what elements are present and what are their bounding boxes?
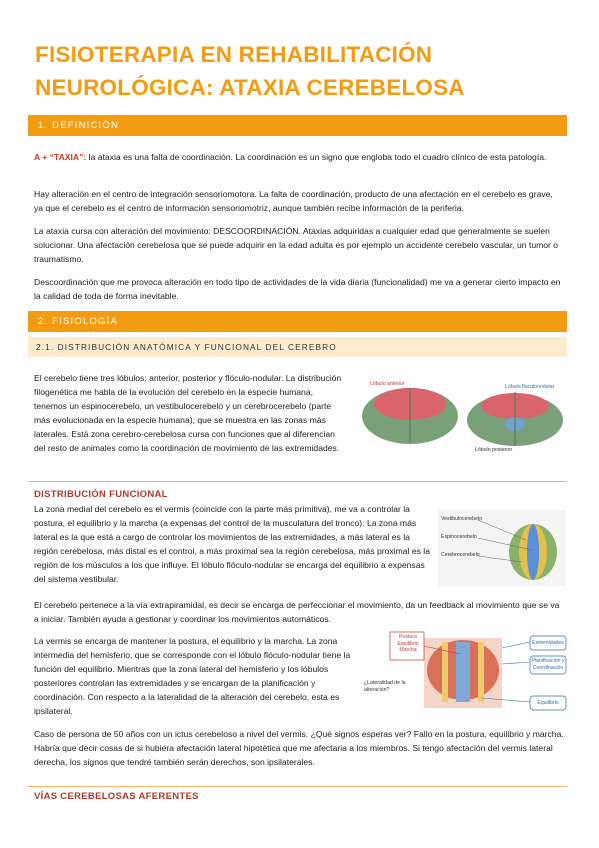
heading-vias-cerebelosas-aferentes: VÍAS CEREBELOSAS AFERENTES	[34, 791, 199, 802]
label-lobulo-floculonodular: Lóbulo floculonodular	[505, 384, 555, 390]
label-espinocerebelo: Espinocerebelo	[441, 534, 477, 540]
label-postura-equilibrio-marcha: Postura Equilibrio Marcha	[397, 634, 419, 653]
definicion-paragraph-2: Hay alteración en el centro de integración sensoriomotora. La falta de coordinación, producto de una afectación en el cerebelo es grave, ya que el cerebelo es el centro de información sensoriomotriz, aunque también recibe información de la periferia.	[34, 189, 553, 213]
label-cerebrocerebelo: Cerebrocerebelo	[441, 552, 480, 558]
section-header-definicion: 1. DEFINICIÓN	[28, 115, 567, 136]
label-equilibrio: Equilibrio	[537, 700, 559, 706]
section-header-fisiologia: 2. FISIOLOGÍA	[28, 311, 567, 332]
distribucion-paragraph-4: Caso de persona de 50 años con un ictus cerebeloso a nivel del vermis. ¿Qué signos esperas ver? Fallo en la postura, equilibrio y marcha. Habría que decir cosas de si hubiera afectación lateral hipotética que me afectaria a los miembros. Si tengo afectación del vermis lateral derecha, los signos que tendré también serán derechos, son ipsilaterales.	[34, 729, 564, 767]
distribucion-paragraph-3: La vermis se encarga de mantener la postura, el equilibrio y la marcha. La zona intermedia del hemisferio, que se corresponde con el lóbulo flóculo-nodular tiene la función del equilibrio. Mientras que la zona lateral del hemisferio y los lóbulos posteriores controlan las extremidades y se encargan de la planificación y coordinación. Con respecto a la lateralidad de la alteración del cerebelo, esta es ipsilateral.	[34, 636, 351, 716]
label-extremidades: Extremidades	[532, 640, 564, 646]
fisiologia-paragraph-1: El cerebelo tiene tres lóbulos: anterior, posterior y flóculo-nodular. La distribución filogenética me habla de la evolución del cerebelo en la especie humana, tenemos un espinocerebelo, un vestibulocerebelo y un cerebrocerebelo (parte más evolucionada en la especie humana), que se muestra en las zonas más laterales. Está zona cerebro-cerebelosa cursa con funciones que al diferencian del resto de animales como la coordinación de movimiento de las extremidades.	[34, 373, 342, 453]
label-lobulo-posterior: Lóbulo posterior	[475, 447, 513, 453]
subsection-header-distribucion: 2.1. DISTRIBUCIÓN ANATÓMICA Y FUNCIONAL DEL CEREBRO	[28, 337, 567, 357]
distribucion-paragraph-1: La zona medial del cerebelo es el vermis (coincide con la parte más primitiva), me va a controlar la postura, el equilibrio y la marcha (a expensas del control de la musculatura del tronco). La zona más lateral es la que está a cargo de controlar los movimientos de las extremidades, a más lateral es la región cerebelosa, más distal es el control, a más proximal sea la región cerebelosa, más proximal es la región de los músculos a los que influye. El lóbulo flóculo-nodular se encarga del equilibrio a expensas del sistema vestibular.	[34, 504, 430, 584]
label-lateralidad: ¿Lateralidad de la alteración?	[364, 680, 406, 693]
definicion-paragraph-1: A + “TAXIA”: la ataxia es una falta de coordinación. La coordinación es un signo que engloba todo el cuadro clínico de esta patología.	[34, 152, 547, 162]
distribucion-paragraph-2: El cerebelo pertenece a la vía extrapiramidal, es decir se encarga de perfeccionar el movimiento, da un feedback al movimiento que se va a iniciar. También ayuda a gestionar y coordinar los movimientos automáticos.	[34, 600, 560, 624]
label-lobulo-anterior: Lóbulo anterior	[370, 381, 405, 387]
divider	[28, 786, 567, 787]
definicion-paragraph-3: La ataxia cursa con alteración del movimiento: DESCOORDINACIÓN. Ataxias adquiridas a cualquier edad que generalmente se suelen solucionar. Una afectación cerebelosa que se puede adquirir en la edad adulta es por ejemplo un accidente cerebelo vascular, un tumor o traumatismo.	[34, 226, 559, 264]
title-line-2: NEUROLÓGICA: ATAXIA CEREBELOSA	[35, 75, 465, 100]
label-planificacion-coordinacion: Planificación y Coordinación	[531, 658, 565, 671]
label-vestibulocerebelo: Vestibulocerebelo	[441, 516, 482, 522]
definicion-paragraph-4: Descoordinación que me provoca alteración en todo tipo de actividades de la vida diaria (funcionalidad) me va a generar cierto impacto en la calidad de toda de forma inevitable.	[34, 277, 561, 301]
page-title	[35, 38, 565, 104]
definicion-lead: A + “TAXIA”:	[34, 152, 87, 162]
heading-distribucion-funcional: DISTRIBUCIÓN FUNCIONAL	[34, 489, 168, 500]
divider	[28, 481, 567, 482]
cerebellum-lobes-figure	[355, 378, 567, 458]
title-line-1: FISIOTERAPIA EN REHABILITACIÓN	[35, 42, 433, 67]
